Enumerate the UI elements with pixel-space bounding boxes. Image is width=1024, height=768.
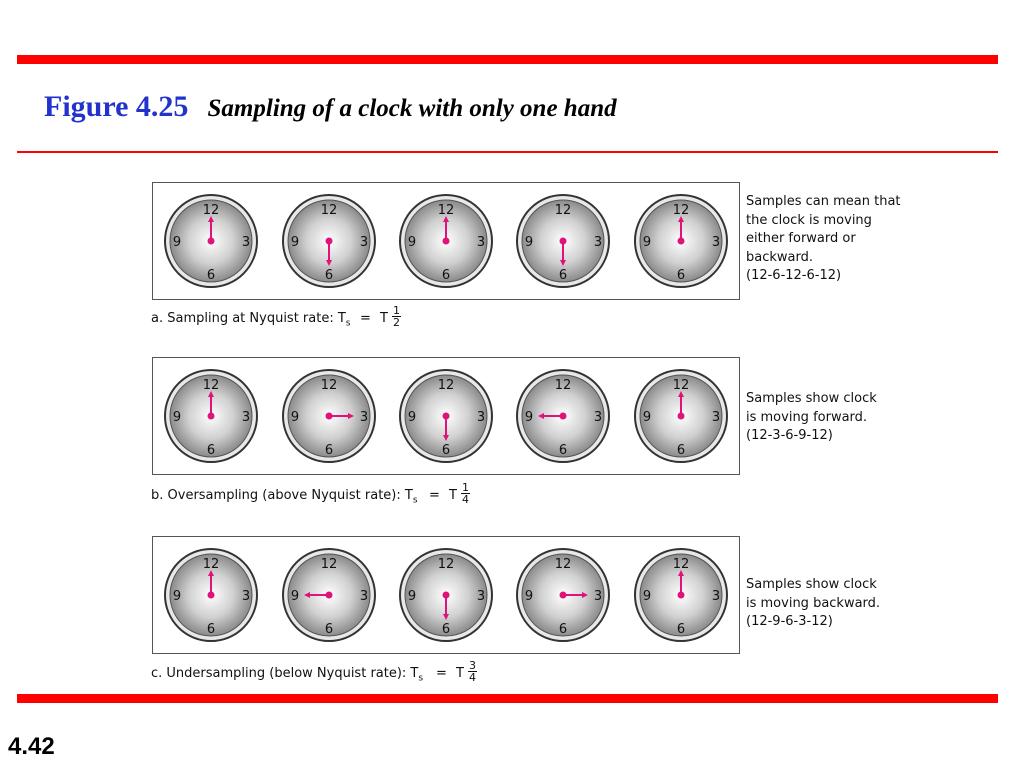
dial-label-9: 9: [172, 589, 182, 604]
clock-face: [165, 370, 257, 462]
clock-face: [165, 195, 257, 287]
caption-text: a. Sampling at Nyquist rate: $T_s$: [151, 311, 351, 329]
note-line: Samples show clock: [746, 391, 877, 406]
note-line: either forward or: [746, 231, 856, 246]
dial-label-6: 6: [206, 268, 216, 283]
clock-face: [635, 195, 727, 287]
note-nyquist: [746, 193, 926, 286]
dial-label-9: 9: [642, 589, 652, 604]
caption-equals: =: [429, 488, 440, 503]
figure-caption: Sampling of a clock with only one hand: [207, 95, 617, 122]
clock-face: [283, 549, 375, 641]
dial-label-3: 3: [711, 410, 721, 425]
dial-label-12: 12: [672, 378, 690, 393]
caption-fraction: [392, 305, 401, 328]
dial-label-6: 6: [324, 443, 334, 458]
note-line: is moving forward.: [746, 409, 868, 425]
clock-face: [635, 370, 727, 462]
dial-label-12: 12: [320, 557, 338, 572]
fraction-numerator: 1: [393, 304, 400, 317]
dial-label-9: 9: [524, 589, 534, 604]
bottom-red-bar: [17, 694, 998, 703]
dial-label-6: 6: [558, 443, 568, 458]
panel-undersampling: [152, 536, 740, 654]
dial-label-3: 3: [593, 410, 603, 425]
dial-label-12: 12: [202, 378, 220, 393]
dial-label-9: 9: [290, 589, 300, 604]
fraction-numerator: 1: [462, 481, 469, 494]
clock-face: [635, 549, 727, 641]
dial-label-3: 3: [359, 410, 369, 425]
dial-label-9: 9: [407, 235, 417, 250]
dial-label-12: 12: [554, 378, 572, 393]
clock-face: [165, 549, 257, 641]
clock-hub: [560, 413, 567, 420]
note-line: backward.: [746, 249, 813, 265]
caption-text: c. Undersampling (below Nyquist rate): $T_s$: [151, 666, 424, 684]
dial-label-12: 12: [437, 557, 455, 572]
clock-hub: [678, 238, 685, 245]
fraction-numerator: 3: [469, 659, 476, 672]
note-line: Samples can mean that: [746, 194, 901, 209]
dial-label-3: 3: [359, 235, 369, 250]
dial-label-12: 12: [672, 203, 690, 218]
dial-label-6: 6: [676, 268, 686, 283]
dial-label-6: 6: [676, 443, 686, 458]
top-red-bar: [17, 55, 998, 64]
clock-hub: [678, 413, 685, 420]
dial-label-12: 12: [202, 557, 220, 572]
dial-label-9: 9: [524, 410, 534, 425]
dial-label-12: 12: [672, 557, 690, 572]
dial-label-9: 9: [642, 235, 652, 250]
dial-label-3: 3: [241, 410, 251, 425]
dial-label-3: 3: [593, 235, 603, 250]
dial-label-3: 3: [241, 589, 251, 604]
clock-hub: [326, 238, 333, 245]
dial-label-3: 3: [476, 235, 486, 250]
dial-label-9: 9: [407, 410, 417, 425]
dial-label-9: 9: [642, 410, 652, 425]
dial-label-9: 9: [172, 410, 182, 425]
clock-face: [400, 549, 492, 641]
dial-label-3: 3: [359, 589, 369, 604]
figure-number: Figure 4.25: [44, 90, 189, 123]
caption-text: b. Oversampling (above Nyquist rate): $T_s$: [151, 488, 418, 506]
clock-row-nyquist: [153, 183, 741, 301]
caption-equals: =: [360, 311, 371, 326]
dial-label-6: 6: [206, 443, 216, 458]
clock-face: [283, 370, 375, 462]
dial-label-12: 12: [437, 378, 455, 393]
dial-label-12: 12: [437, 203, 455, 218]
note-line: Samples show clock: [746, 577, 877, 592]
clock-hub: [443, 592, 450, 599]
caption-fraction: [468, 660, 477, 683]
dial-label-12: 12: [202, 203, 220, 218]
clock-face: [517, 370, 609, 462]
panel-nyquist: [152, 182, 740, 300]
dial-label-9: 9: [172, 235, 182, 250]
dial-label-6: 6: [324, 268, 334, 283]
dial-label-12: 12: [554, 203, 572, 218]
clock-row-undersampling: [153, 537, 741, 655]
title-divider: [17, 151, 998, 153]
dial-label-6: 6: [558, 268, 568, 283]
page-number: 4.42: [8, 733, 55, 760]
caption-fraction: [461, 482, 470, 505]
clock-hub: [678, 592, 685, 599]
fraction-denominator: 4: [469, 671, 476, 684]
slide-title: [44, 90, 617, 124]
panel-oversampling: [152, 357, 740, 475]
dial-label-3: 3: [711, 589, 721, 604]
clock-face: [283, 195, 375, 287]
dial-label-6: 6: [676, 622, 686, 637]
caption-equals: =: [436, 666, 447, 681]
note-line: the clock is moving: [746, 212, 872, 228]
clock-hub: [208, 238, 215, 245]
clock-hub: [326, 413, 333, 420]
dial-label-12: 12: [554, 557, 572, 572]
clock-hub: [208, 592, 215, 599]
note-oversampling: [746, 390, 926, 446]
dial-label-6: 6: [324, 622, 334, 637]
dial-label-3: 3: [476, 410, 486, 425]
note-line: is moving backward.: [746, 595, 881, 611]
dial-label-9: 9: [290, 235, 300, 250]
clock-face: [400, 195, 492, 287]
clock-hub: [443, 238, 450, 245]
clock-face: [517, 549, 609, 641]
dial-label-9: 9: [407, 589, 417, 604]
clock-hub: [443, 413, 450, 420]
dial-label-6: 6: [441, 268, 451, 283]
note-line: (12-6-12-6-12): [746, 268, 842, 283]
dial-label-6: 6: [558, 622, 568, 637]
clock-row-oversampling: [153, 358, 741, 476]
dial-label-9: 9: [290, 410, 300, 425]
dial-label-12: 12: [320, 378, 338, 393]
clock-hub: [560, 592, 567, 599]
dial-label-3: 3: [711, 235, 721, 250]
dial-label-6: 6: [441, 622, 451, 637]
note-line: (12-9-6-3-12): [746, 614, 833, 629]
caption-period: T: [449, 488, 457, 503]
dial-label-3: 3: [476, 589, 486, 604]
fraction-denominator: 2: [393, 316, 400, 329]
fraction-denominator: 4: [462, 493, 469, 506]
note-line: (12-3-6-9-12): [746, 428, 833, 443]
dial-label-3: 3: [241, 235, 251, 250]
note-undersampling: [746, 576, 926, 632]
dial-label-9: 9: [524, 235, 534, 250]
caption-period: T: [380, 311, 388, 326]
dial-label-12: 12: [320, 203, 338, 218]
clock-hub: [560, 238, 567, 245]
clock-hub: [326, 592, 333, 599]
caption-period: T: [456, 666, 464, 681]
clock-hub: [208, 413, 215, 420]
dial-label-6: 6: [206, 622, 216, 637]
dial-label-6: 6: [441, 443, 451, 458]
dial-label-3: 3: [593, 589, 603, 604]
clock-face: [400, 370, 492, 462]
clock-face: [517, 195, 609, 287]
